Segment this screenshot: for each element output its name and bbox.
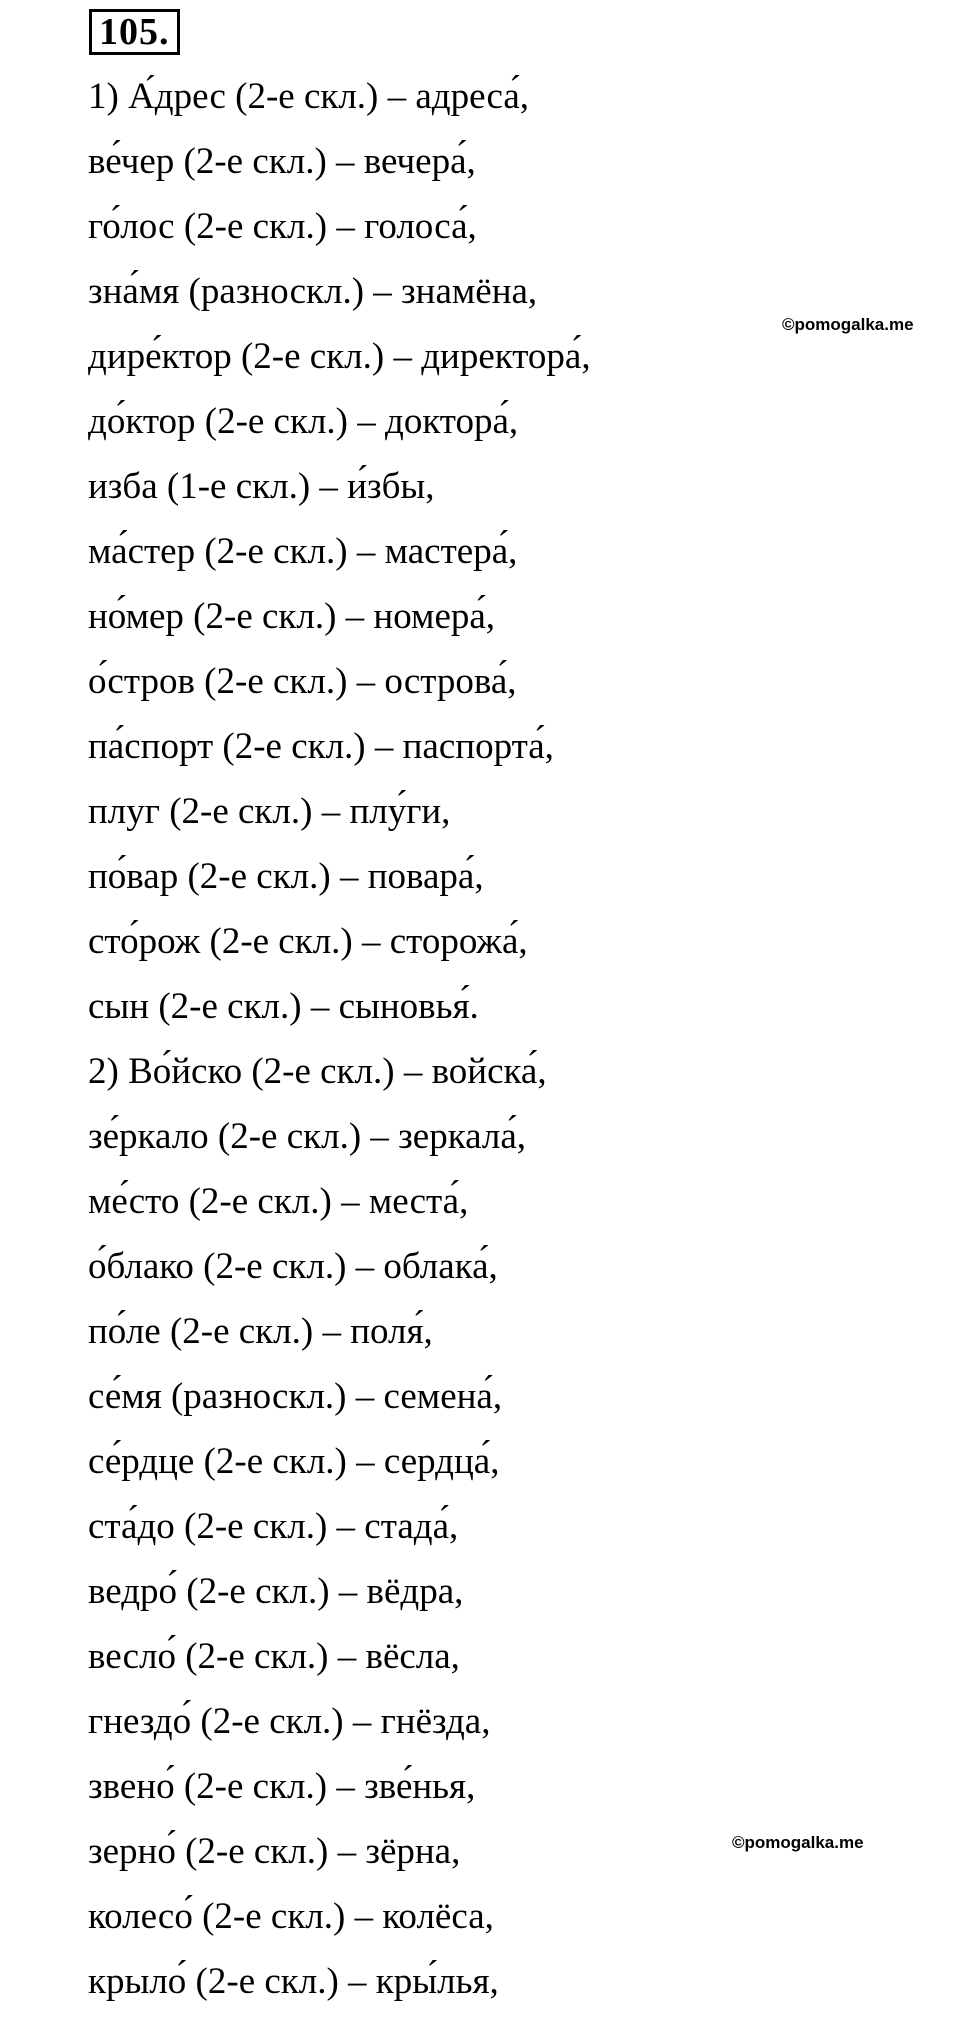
answer-line: колесо́ (2-е скл.) – колёса, — [88, 1896, 494, 1937]
answer-line: о́блако (2-е скл.) – облака́, — [88, 1246, 498, 1287]
answer-line: па́спорт (2-е скл.) – паспорта́, — [88, 726, 554, 767]
answer-line: зна́мя (разноскл.) – знамёна, — [88, 271, 538, 312]
answer-line: изба (1-е скл.) – и́збы, — [88, 466, 435, 507]
answer-line: сын (2-е скл.) – сыновья́. — [88, 986, 479, 1027]
answer-line: по́вар (2-е скл.) – повара́, — [88, 856, 484, 897]
answer-line: сто́рож (2-е скл.) – сторожа́, — [88, 921, 528, 962]
answer-line: но́мер (2-е скл.) – номера́, — [88, 596, 496, 637]
answer-line: крыло́ (2-е скл.) – кры́лья, — [88, 1961, 499, 2002]
answer-line: дире́ктор (2-е скл.) – директора́, — [88, 336, 591, 377]
answer-line: ме́сто (2-е скл.) – места́, — [88, 1181, 469, 1222]
answer-line: о́стров (2-е скл.) – острова́, — [88, 661, 517, 702]
answer-line: ста́до (2-е скл.) – стада́, — [88, 1506, 459, 1547]
answer-line: весло́ (2-е скл.) – вёсла, — [88, 1636, 460, 1677]
answer-line: 2) Во́йско (2-е скл.) – войска́, — [88, 1051, 547, 1092]
answer-line: 1) А́дрес (2-е скл.) – адреса́, — [88, 76, 530, 117]
answer-line: ве́чер (2-е скл.) – вечера́, — [88, 141, 476, 182]
watermark: ©pomogalka.me — [732, 1833, 864, 1852]
watermark: ©pomogalka.me — [782, 315, 914, 334]
answer-line: звено́ (2-е скл.) – зве́нья, — [88, 1766, 476, 1807]
answer-line: го́лос (2-е скл.) – голоса́, — [88, 206, 477, 247]
answer-line: гнездо́ (2-е скл.) – гнёзда, — [88, 1701, 491, 1742]
answer-line: по́ле (2-е скл.) – поля́, — [88, 1311, 433, 1352]
answer-line: се́рдце (2-е скл.) – сердца́, — [88, 1441, 500, 1482]
answer-line: се́мя (разноскл.) – семена́, — [88, 1376, 503, 1417]
answer-line: ведро́ (2-е скл.) – вёдра, — [88, 1571, 464, 1612]
answer-line: плуг (2-е скл.) – плу́ги, — [88, 791, 451, 832]
answer-line: ма́стер (2-е скл.) – мастера́, — [88, 531, 518, 572]
answer-line: зерно́ (2-е скл.) – зёрна, — [88, 1831, 461, 1872]
exercise-number: 105. — [89, 9, 180, 55]
answer-line: до́ктор (2-е скл.) – доктора́, — [88, 401, 519, 442]
answer-list — [88, 72, 591, 2022]
answer-line: зе́ркало (2-е скл.) – зеркала́, — [88, 1116, 527, 1157]
